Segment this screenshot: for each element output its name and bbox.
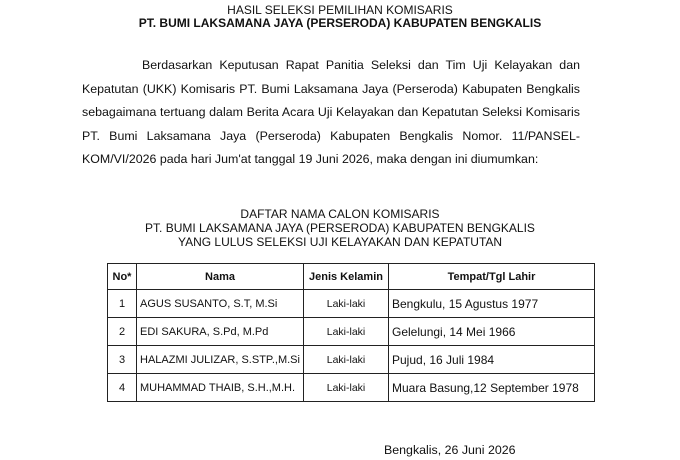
column-header-no: No*	[108, 264, 137, 290]
list-company: PT. BUMI LAKSAMANA JAYA (PERSERODA) KABUPATEN BENGKALIS	[145, 221, 535, 235]
row-jenis-kelamin: Laki-laki	[304, 290, 389, 318]
row-tempat-tgl-lahir: Muara Basung,12 September 1978	[389, 374, 595, 402]
row-tempat-tgl-lahir: Bengkulu, 15 Agustus 1977	[389, 290, 595, 318]
row-no: 4	[108, 374, 137, 402]
row-nama: HALAZMI JULIZAR, S.STP.,M.Si	[137, 346, 304, 374]
row-nama: MUHAMMAD THAIB, S.H.,M.H.	[137, 374, 304, 402]
row-no: 3	[108, 346, 137, 374]
row-jenis-kelamin: Laki-laki	[304, 346, 389, 374]
table-header-row	[108, 264, 595, 290]
row-tempat-tgl-lahir: Gelelungi, 14 Mei 1966	[389, 318, 595, 346]
candidate-table	[107, 263, 595, 402]
row-nama: AGUS SUSANTO, S.T, M.Si	[137, 290, 304, 318]
table-row	[108, 290, 595, 318]
table-row	[108, 346, 595, 374]
announcement-paragraph: Berdasarkan Keputusan Rapat Panitia Seleksi dan Tim Uji Kelayakan dan Kepatutan (UKK) Komisaris PT. Bumi Laksamana Jaya (Perseroda) Kabupaten Bengkalis sebagaimana tertuang dalam Berita Acara Uji Kelayakan dan Kepatutan Seleksi Komisaris PT. Bumi Laksamana Jaya (Perseroda) Kabupaten Bengkalis Nomor. 11/PANSEL-KOM/VI/2026 pada hari Jum'at tanggal 19 Juni 2026, maka dengan ini diumumkan:	[82, 58, 580, 167]
column-header-jenis-kelamin: Jenis Kelamin	[304, 264, 389, 290]
table-row	[108, 318, 595, 346]
row-jenis-kelamin: Laki-laki	[304, 318, 389, 346]
document-title: HASIL SELEKSI PEMILIHAN KOMISARIS	[227, 3, 453, 17]
document-subtitle: PT. BUMI LAKSAMANA JAYA (PERSERODA) KABUPATEN BENGKALIS	[138, 16, 542, 30]
row-jenis-kelamin: Laki-laki	[304, 374, 389, 402]
place-date: Bengkalis, 26 Juni 2026	[384, 443, 516, 457]
row-nama: EDI SAKURA, S.Pd, M.Pd	[137, 318, 304, 346]
row-no: 2	[108, 318, 137, 346]
list-caption: YANG LULUS SELEKSI UJI KELAYAKAN DAN KEPATUTAN	[177, 235, 503, 249]
row-no: 1	[108, 290, 137, 318]
column-header-nama: Nama	[137, 264, 304, 290]
column-header-tempat-tgl-lahir: Tempat/Tgl Lahir	[389, 264, 595, 290]
list-title: DAFTAR NAMA CALON KOMISARIS	[240, 207, 440, 221]
row-tempat-tgl-lahir: Pujud, 16 Juli 1984	[389, 346, 595, 374]
table-row	[108, 374, 595, 402]
